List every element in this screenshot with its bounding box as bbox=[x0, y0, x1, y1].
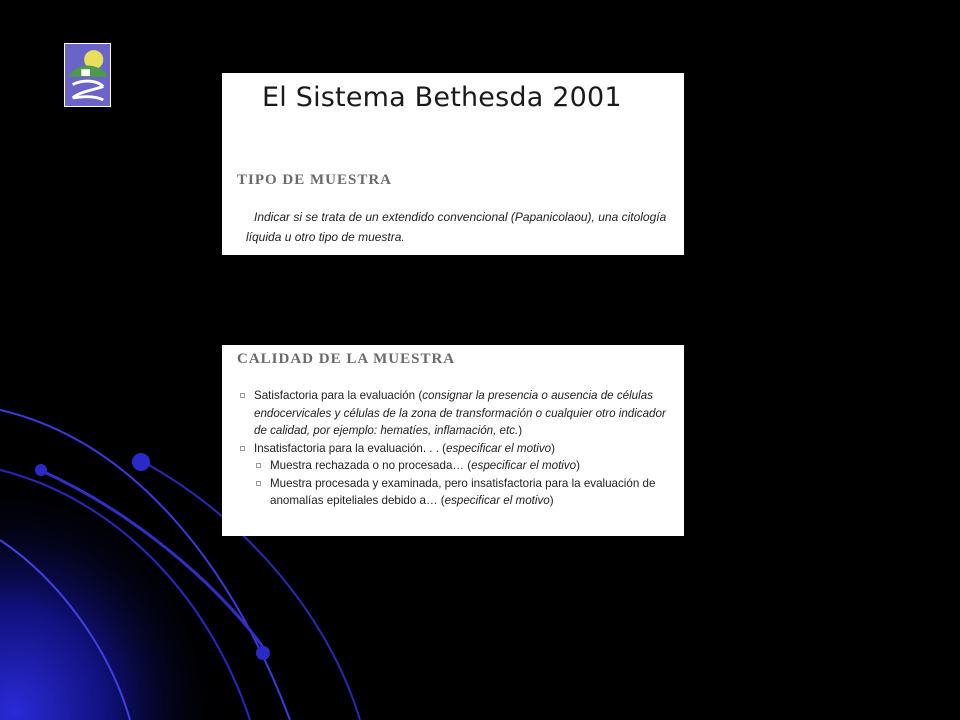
tipo-de-muestra-text: Indicar si se trata de un extendido convencional (Papanicolaou), una citología líquida u otro tipo de muestra. bbox=[246, 210, 667, 244]
calidad-de-la-muestra-heading: CALIDAD DE LA MUESTRA bbox=[237, 351, 456, 367]
sub-list bbox=[254, 457, 668, 510]
calidad-list bbox=[238, 387, 668, 510]
bullet-box-icon bbox=[240, 446, 245, 451]
sub-list-item: Muestra rechazada o no procesada… (especificar el motivo) bbox=[254, 457, 668, 475]
slide-title: El Sistema Bethesda 2001 bbox=[262, 82, 622, 113]
list-item: Insatisfactoria para la evaluación. . . (especificar el motivo) Muestra rechazada o no procesada… (especificar el motivo) Muestra procesada y examinada, pero insatisfactoria para la evaluación de anomalías epiteliales debido a… (especificar el motivo) bbox=[238, 440, 668, 510]
institution-logo-icon bbox=[64, 43, 111, 107]
tipo-de-muestra-heading: TIPO DE MUESTRA bbox=[237, 172, 393, 188]
bullet-box-icon bbox=[256, 481, 261, 486]
tipo-de-muestra-panel bbox=[222, 73, 684, 255]
bullet-box-icon bbox=[256, 463, 261, 468]
list-item: Satisfactoria para la evaluación (consignar la presencia o ausencia de células endocervicales y células de la zona de transformación o cualquier otro indicador de calidad, por ejemplo: hematíes, inflamación, etc.) bbox=[238, 387, 668, 440]
calidad-de-la-muestra-panel bbox=[222, 345, 684, 536]
bullet-box-icon bbox=[240, 393, 245, 398]
sub-list-item: Muestra procesada y examinada, pero insatisfactoria para la evaluación de anomalías epiteliales debido a… (especificar el motivo) bbox=[254, 475, 668, 510]
